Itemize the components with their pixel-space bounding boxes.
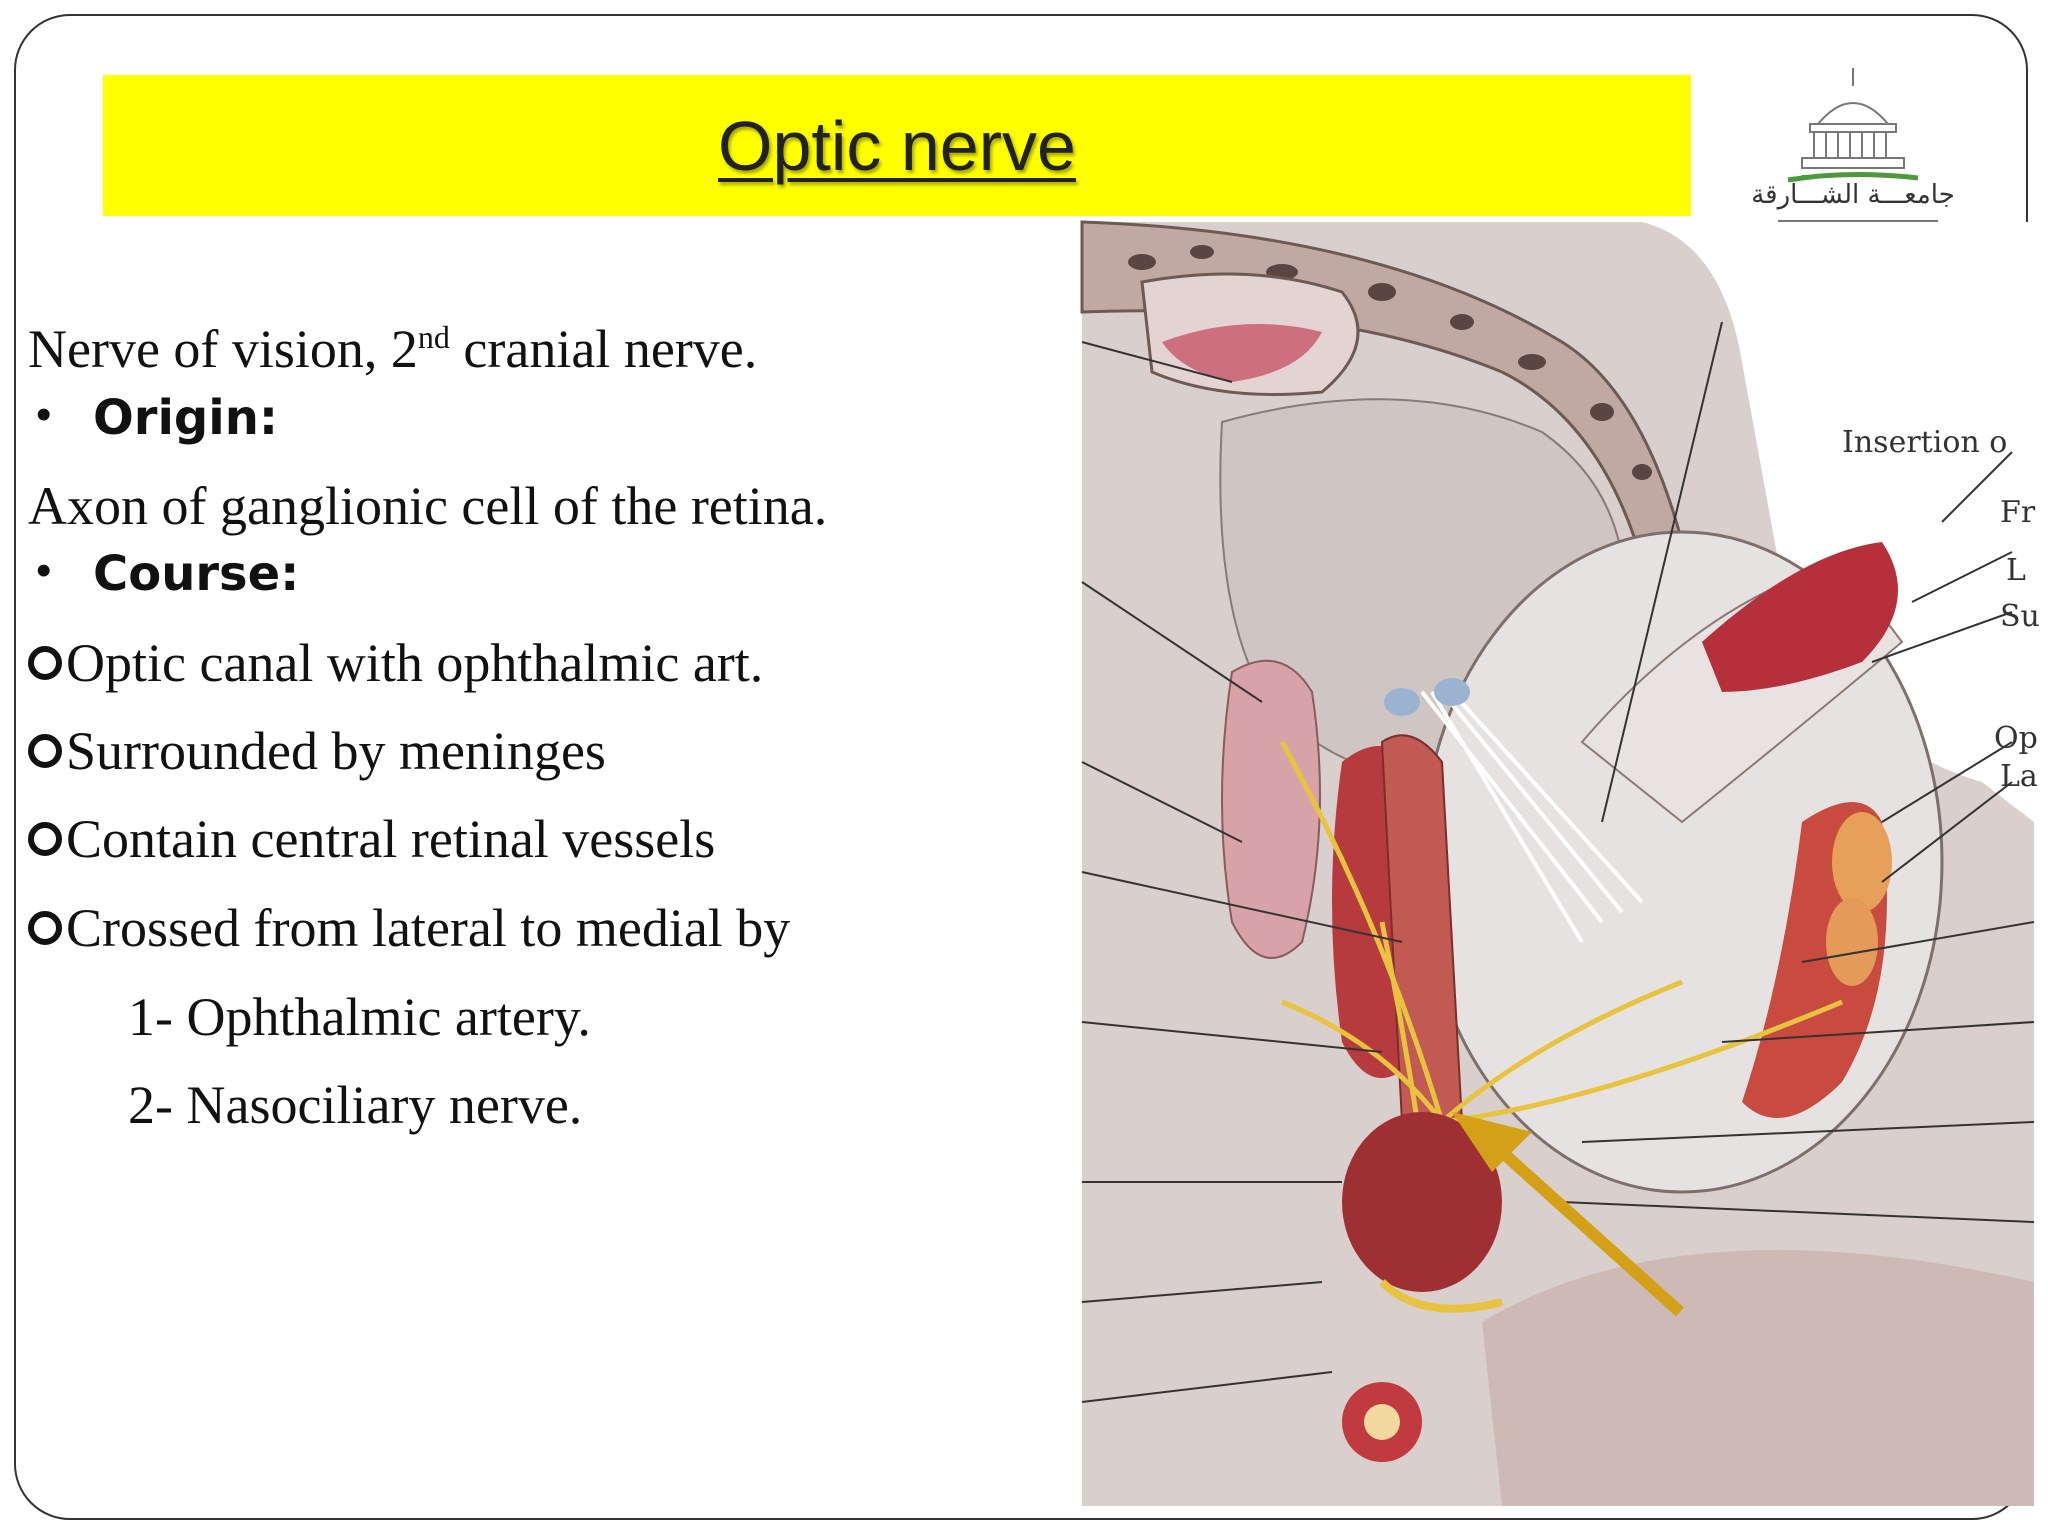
bullet-icon: • bbox=[36, 390, 52, 439]
label-la: La bbox=[2000, 759, 2038, 794]
title-banner bbox=[103, 75, 1691, 216]
course-item: Optic canal with ophthalmic art. bbox=[28, 632, 763, 694]
label-l: L bbox=[2006, 553, 2026, 588]
origin-text: Axon of ganglionic cell of the retina. bbox=[28, 476, 828, 536]
slide-title: Optic nerve bbox=[718, 106, 1076, 185]
ring-bullet-icon bbox=[28, 822, 62, 856]
orbit-anatomy-illustration bbox=[1082, 222, 2040, 1506]
crossed-item: 2- Nasociliary nerve. bbox=[128, 1075, 583, 1135]
label-su: Su bbox=[2000, 599, 2040, 634]
origin-label: Origin: bbox=[93, 390, 279, 446]
logo-text: جامعـــة الشـــارقة bbox=[1751, 180, 1955, 210]
course-item: Crossed from lateral to medial by bbox=[28, 897, 790, 959]
label-insertion: Insertion o bbox=[1842, 425, 2008, 460]
crossed-item: 1- Ophthalmic artery. bbox=[128, 987, 591, 1047]
label-op: Op bbox=[1994, 721, 2038, 756]
course-item: Contain central retinal vessels bbox=[28, 808, 715, 870]
course-label: Course: bbox=[93, 546, 300, 602]
course-item: Surrounded by meninges bbox=[28, 720, 606, 782]
ring-bullet-icon bbox=[28, 911, 62, 945]
bullet-icon: • bbox=[36, 546, 52, 595]
label-fr: Fr bbox=[2000, 495, 2036, 530]
intro-line: Nerve of vision, 2nd cranial nerve. bbox=[28, 319, 758, 379]
ring-bullet-icon bbox=[28, 646, 62, 680]
ring-bullet-icon bbox=[28, 734, 62, 768]
